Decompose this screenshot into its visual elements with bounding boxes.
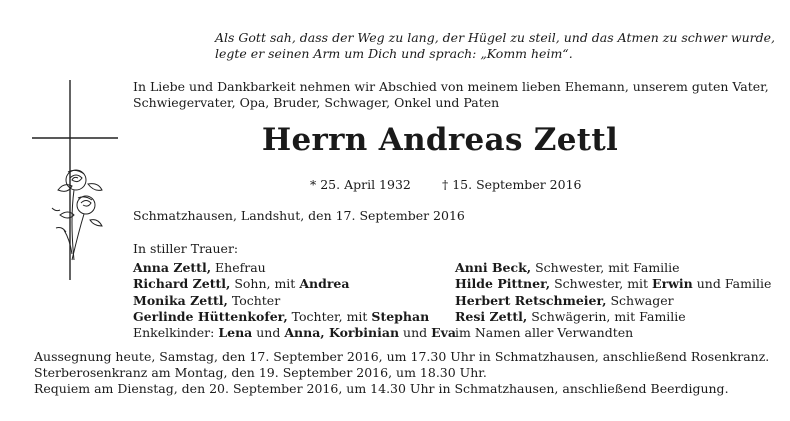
mourner-partner: Erwin [652, 276, 693, 292]
mourner-partner: Stephan [371, 308, 430, 324]
mourner-name: Hilde Pittner, [455, 276, 551, 292]
mourner-row [455, 309, 775, 325]
deceased-name: Herrn Andreas Zettl [261, 122, 619, 158]
service-line: Sterberosenkranz am Montag, den 19. September 2016, um 18.30 Uhr. [34, 365, 487, 380]
mourner-partner: Andrea [299, 276, 350, 292]
mourner-row [133, 325, 456, 341]
poem-line: Als Gott sah, dass der Weg zu lang, der Hügel zu steil, und das Atmen zu schwer wurde, [215, 30, 775, 45]
service-line: Aussegnung heute, Samstag, den 17. September 2016, um 17.30 Uhr in Schmatzhausen, anschließend Rosenkranz. [34, 349, 770, 364]
mourning-heading: In stiller Trauer: [133, 241, 239, 256]
birth-date: * 25. April 1932 [310, 177, 411, 192]
mourner-name: Monika Zettl, [133, 292, 228, 308]
mourner-relation: und Familie [692, 276, 772, 292]
place-and-date: Schmatzhausen, Landshut, den 17. September 2016 [133, 208, 465, 223]
mourner-prefix: Enkelkinder: [133, 325, 219, 341]
poem [215, 30, 775, 62]
grandchild-name: Eva [431, 325, 456, 341]
intro-line: In Liebe und Dankbarkeit nehmen wir Abschied von meinem lieben Ehemann, unserem guten Vater, [133, 79, 769, 94]
mourner-relation: Tochter, mit [287, 308, 372, 324]
mourner-row [455, 325, 775, 341]
mourner-relation: Sohn, mit [230, 276, 300, 292]
mourner-relation: Ehefrau [211, 260, 266, 275]
mourner-row [133, 260, 453, 276]
death-date: † 15. September 2016 [442, 177, 582, 192]
mourner-row [133, 309, 453, 325]
mourner-name: Richard Zettl, [133, 276, 231, 292]
mourner-row [455, 260, 775, 276]
mourner-name: Anna Zettl, [133, 260, 212, 275]
poem-line: legte er seinen Arm um Dich und sprach: „Komm heim“. [215, 46, 573, 61]
mourner-conjunction: und [399, 325, 432, 341]
mourner-relation: Schwager [606, 292, 674, 308]
mourner-name: Gerlinde Hüttenkofer, [133, 308, 288, 324]
mourner-name: Anni Beck, [455, 260, 532, 275]
grandchild-name: Lena [218, 325, 253, 341]
service-info [34, 349, 770, 397]
cross-with-roses-icon [28, 80, 118, 280]
mourner-relation: Schwester, mit Familie [531, 260, 680, 275]
mourner-conjunction: und [252, 325, 285, 341]
mourner-row [455, 276, 775, 292]
mourner-relation: Schwägerin, mit Familie [527, 308, 686, 324]
mourner-row [455, 293, 775, 309]
service-line: Requiem am Dienstag, den 20. September 2016, um 14.30 Uhr in Schmatzhausen, anschließend Beerdigung. [34, 381, 729, 396]
mourner-prefix: im Namen aller Verwandten [455, 325, 634, 341]
mourners-right [455, 260, 775, 341]
cross-icon [28, 80, 118, 280]
intro-line: Schwiegervater, Opa, Bruder, Schwager, Onkel und Paten [133, 95, 500, 110]
mourner-name: Resi Zettl, [455, 308, 528, 324]
mourners-left [133, 260, 456, 341]
mourner-name: Herbert Retschmeier, [455, 292, 607, 308]
roses-icon [52, 170, 102, 260]
mourner-relation: Schwester, mit [550, 276, 653, 292]
mourner-row [133, 276, 453, 292]
mourner-row [133, 293, 453, 309]
mourner-relation: Tochter [227, 292, 281, 308]
grandchild-name: Anna, Korbinian [284, 325, 400, 341]
intro-text [133, 79, 769, 111]
